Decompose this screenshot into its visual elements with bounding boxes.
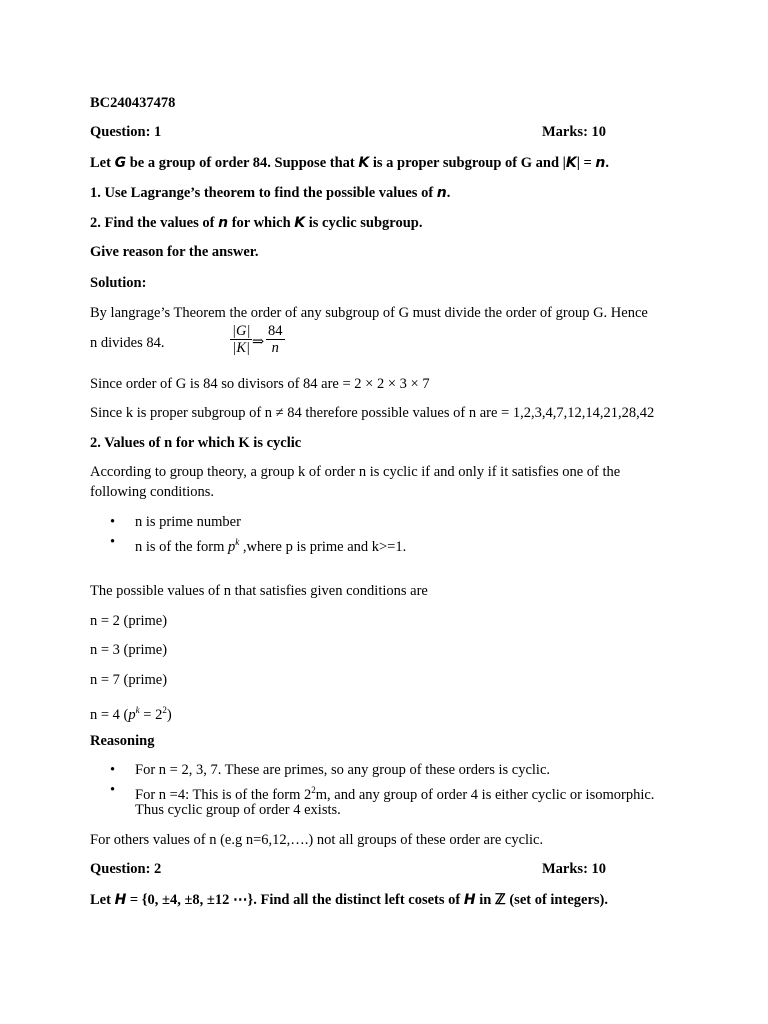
- bullet-icon: •: [110, 514, 116, 530]
- reason-text: For n = 2, 3, 7. These are primes, so any group of these orders is cyclic.: [135, 762, 551, 778]
- math-p: p: [128, 706, 136, 723]
- value-n-2: n = 2 (prime): [90, 613, 168, 629]
- value-n-3: n = 3 (prime): [90, 642, 168, 658]
- reason-text-part: For n =4: This is of the form 2: [135, 786, 312, 803]
- condition-text-part: ,where p is prime and k>=1.: [239, 538, 407, 555]
- fraction-denominator: n: [271, 340, 279, 356]
- exponent: 2: [162, 705, 167, 715]
- solution-para-1-line-2: n divides 84.: [90, 335, 165, 351]
- math-n: n: [436, 185, 447, 201]
- question-1-statement: [90, 154, 609, 172]
- stmt-text: be a group of order 84. Suppose that: [126, 155, 359, 171]
- math-K: K: [294, 215, 306, 231]
- implies-symbol: ⇒: [252, 334, 265, 350]
- theory-line-2: following conditions.: [90, 484, 215, 500]
- question-2-marks: Marks: 10: [542, 861, 607, 877]
- question-1-header: [90, 123, 690, 141]
- fraction-numerator: 84: [268, 323, 283, 339]
- stmt-text: in ℤ (set of integers).: [475, 892, 608, 908]
- reasoning-heading: Reasoning: [90, 733, 155, 749]
- fraction-84-over-n: [266, 323, 285, 356]
- condition-text: [135, 533, 406, 556]
- question-1-marks: Marks: 10: [542, 124, 607, 140]
- bullet-icon: •: [110, 762, 116, 778]
- divisors-line: Since order of G is 84 so divisors of 84 are = 2 × 2 × 3 × 7: [90, 376, 430, 392]
- theory-line-1: According to group theory, a group k of order n is cyclic if and only if it satisfies one of the: [90, 464, 621, 480]
- bullet-icon: •: [110, 782, 116, 798]
- exponent: 2: [311, 785, 316, 795]
- question-1-part-2: [90, 214, 422, 232]
- stmt-text: is a proper subgroup of G and |: [369, 155, 566, 171]
- value-text: n = 4 (: [90, 706, 129, 723]
- value-text: = 2: [139, 706, 163, 723]
- student-id: BC240437478: [90, 95, 176, 111]
- question-1-part-1: [90, 184, 450, 202]
- part-text: is cyclic subgroup.: [305, 215, 423, 231]
- part-text: .: [446, 185, 451, 201]
- proper-subgroup-line: Since k is proper subgroup of n ≠ 84 therefore possible values of n are = 1,2,3,4,7,12,14,21,28,42: [90, 405, 655, 421]
- reason-text-part: m, and any group of order 4 is either cyclic or isomorphic.: [315, 786, 655, 803]
- stmt-text: | =: [576, 155, 596, 171]
- stmt-text: Let: [90, 155, 115, 171]
- possible-values-intro: The possible values of n that satisfies given conditions are: [90, 583, 428, 599]
- math-K: K: [358, 155, 370, 171]
- value-text: ): [166, 706, 172, 723]
- part-text: for which: [228, 215, 295, 231]
- question-1-label: Question: 1: [90, 124, 162, 140]
- math-n: n: [595, 155, 606, 171]
- condition-text: n is prime number: [135, 514, 241, 530]
- question-1-part-3: Give reason for the answer.: [90, 244, 259, 260]
- math-n: n: [218, 215, 229, 231]
- math-k-exponent: k: [135, 705, 140, 715]
- bullet-icon: •: [110, 534, 116, 550]
- math-p: p: [228, 538, 236, 555]
- value-n-7: n = 7 (prime): [90, 672, 168, 688]
- reason-text: Thus cyclic group of order 4 exists.: [135, 802, 341, 818]
- question-2-label: Question: 2: [90, 861, 162, 877]
- math-G: G: [114, 155, 127, 171]
- math-H: H: [463, 892, 476, 908]
- stmt-text: = {0, ±4, ±8, ±12 ⋯}. Find all the distinct left cosets of: [126, 892, 464, 908]
- math-K: K: [565, 155, 577, 171]
- part-text: 2. Find the values of: [90, 215, 219, 231]
- solution-heading: Solution:: [90, 275, 147, 291]
- condition-text-part: n is of the form: [135, 538, 229, 555]
- value-n-4: [90, 701, 172, 724]
- math-H: H: [114, 892, 127, 908]
- section-2-heading: 2. Values of n for which K is cyclic: [90, 435, 302, 451]
- solution-para-1-line-1: By langrage’s Theorem the order of any subgroup of G must divide the order of group G. Hence: [90, 305, 648, 321]
- others-line: For others values of n (e.g n=6,12,….) not all groups of these order are cyclic.: [90, 832, 544, 848]
- question-2-header: [90, 860, 690, 878]
- math-k-exponent: k: [235, 537, 240, 547]
- fraction-denominator: |K|: [232, 340, 251, 356]
- fraction-G-over-K: [230, 323, 252, 356]
- stmt-text: Let: [90, 892, 115, 908]
- fraction-numerator: |G|: [232, 323, 251, 339]
- part-text: 1. Use Lagrange’s theorem to find the possible values of: [90, 185, 437, 201]
- stmt-text: .: [605, 155, 609, 171]
- question-2-statement: [90, 891, 608, 909]
